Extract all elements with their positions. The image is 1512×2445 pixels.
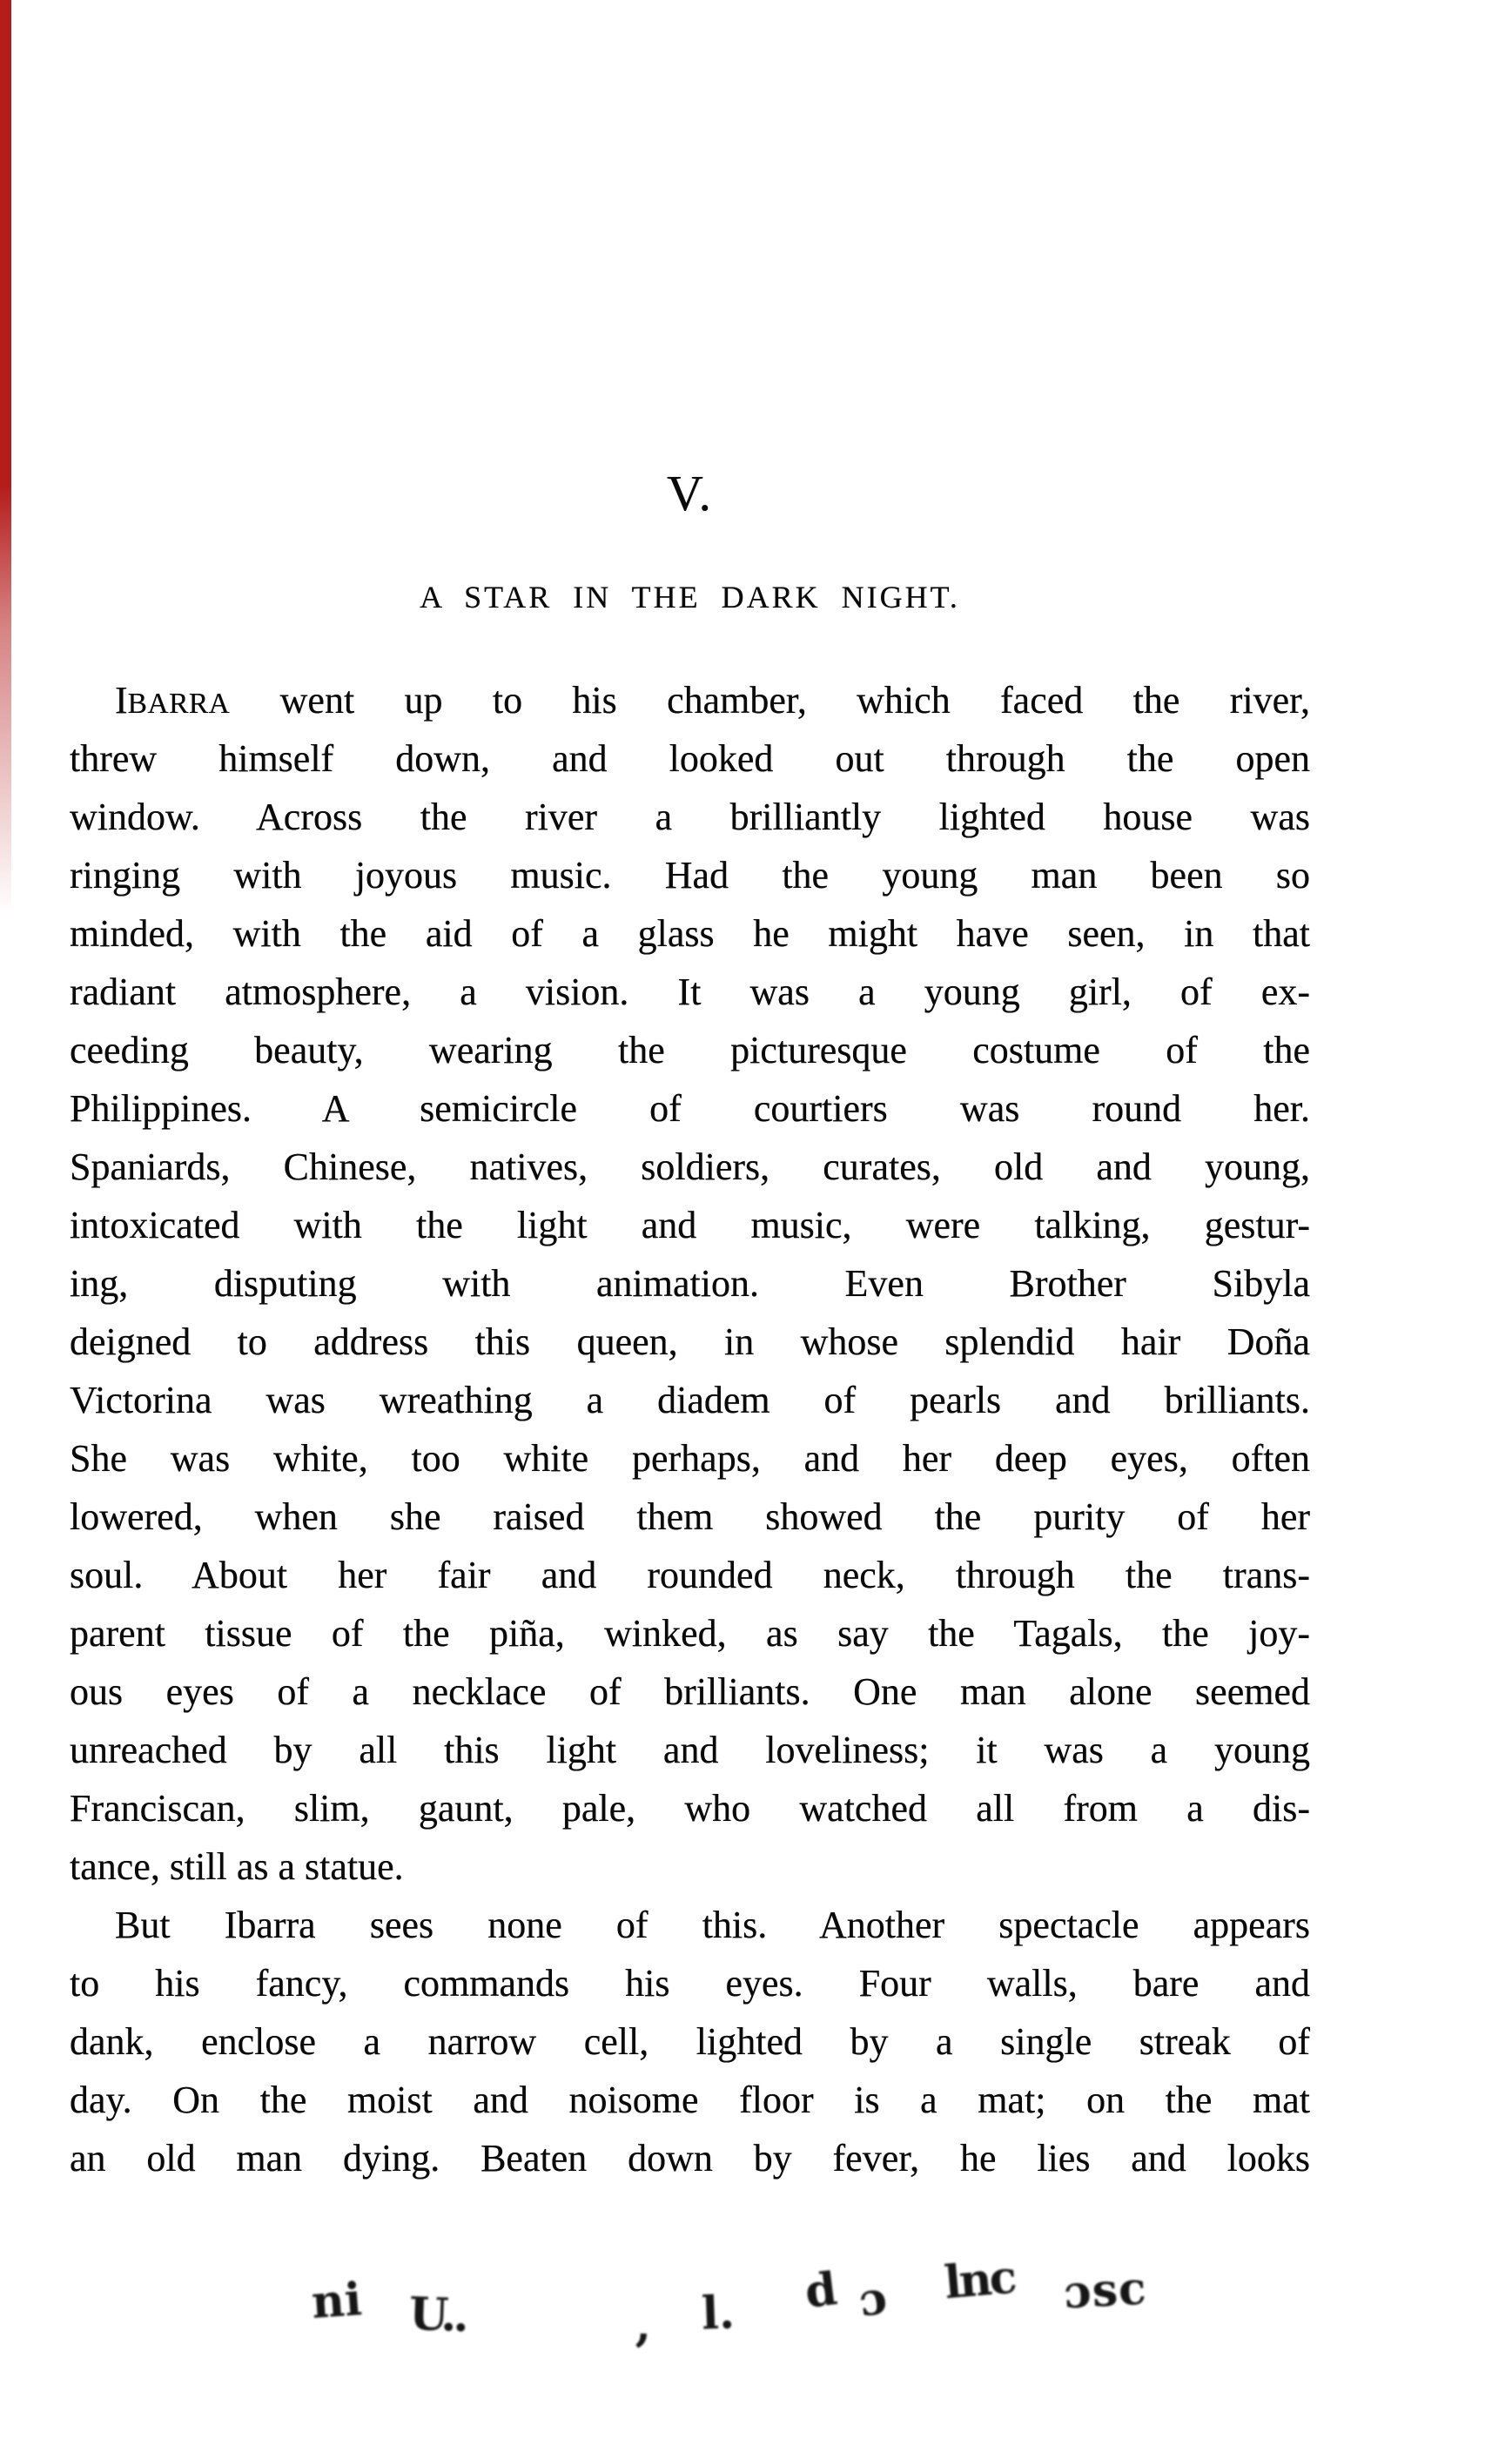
- text-line: threw himself down, and looked out through the open: [70, 737, 1310, 780]
- smudge-fragment: lnc: [942, 2250, 1017, 2310]
- smudge-fragment: ɔ: [855, 2270, 891, 2328]
- text-line: ous eyes of a necklace of brilliants. One man alone seemed: [70, 1670, 1310, 1713]
- body-text: [70, 671, 1310, 2187]
- text-line: lowered, when she raised them showed the purity of her: [70, 1495, 1310, 1538]
- text-line: Franciscan, slim, gaunt, pale, who watched all from a dis-: [70, 1787, 1310, 1830]
- text-line: Spaniards, Chinese, natives, soldiers, curates, old and young,: [70, 1145, 1310, 1188]
- smudge-fragment: ni: [309, 2273, 364, 2329]
- paragraph-lead: I: [115, 679, 128, 722]
- text-line: [70, 671, 1310, 729]
- smudge-fragment: d: [802, 2262, 840, 2319]
- text-line: deigned to address this queen, in whose splendid hair Doña: [70, 1320, 1310, 1363]
- text-line: ceeding beauty, wearing the picturesque costume of the: [70, 1029, 1310, 1071]
- text-line: minded, with the aid of a glass he might have seen, in that: [70, 912, 1310, 955]
- text-line: dank, enclose a narrow cell, lighted by a single streak of: [70, 2020, 1310, 2063]
- scan-edge-artifact: [0, 0, 11, 914]
- bottom-smudge: [0, 2250, 1512, 2359]
- text-line: tance, still as a statue.: [70, 1845, 404, 1888]
- text-line: radiant atmosphere, a vision. It was a young girl, of ex-: [70, 971, 1310, 1013]
- text-line: intoxicated with the light and music, were talking, gestur-: [70, 1204, 1310, 1246]
- text-line: But Ibarra sees none of this. Another spectacle appears: [115, 1904, 1310, 1946]
- smudge-fragment: ,: [635, 2298, 652, 2353]
- text-line: ringing with joyous music. Had the young man been so: [70, 854, 1310, 897]
- chapter-number: V.: [667, 465, 713, 521]
- text-line: parent tissue of the piña, winked, as say the Tagals, the joy-: [70, 1612, 1310, 1655]
- smudge-fragment: U..: [407, 2287, 467, 2343]
- text-line: unreached by all this light and loveliness; it was a young: [70, 1729, 1310, 1771]
- text-line-rest: went up to his chamber, which faced the river,: [230, 679, 1310, 722]
- text-line: day. On the moist and noisome floor is a mat; on the mat: [70, 2079, 1310, 2121]
- paragraph-lead-smallcaps: BARRA: [127, 688, 231, 720]
- text-line: She was white, too white perhaps, and her deep eyes, often: [70, 1437, 1310, 1480]
- text-line: Victorina was wreathing a diadem of pearls and brilliants.: [70, 1379, 1310, 1421]
- text-line: window. Across the river a brilliantly lighted house was: [70, 796, 1310, 838]
- text-line: soul. About her fair and rounded neck, through the trans-: [70, 1554, 1310, 1596]
- text-line: an old man dying. Beaten down by fever, he lies and looks: [70, 2137, 1310, 2180]
- smudge-fragment: l.: [700, 2286, 736, 2341]
- text-line: to his fancy, commands his eyes. Four walls, bare and: [70, 1962, 1310, 2005]
- text-line: ing, disputing with animation. Even Brother Sibyla: [70, 1262, 1310, 1305]
- chapter-title: A STAR IN THE DARK NIGHT.: [420, 580, 960, 615]
- smudge-fragment: ɔsc: [1062, 2261, 1149, 2320]
- text-line: Philippines. A semicircle of courtiers was round her.: [70, 1087, 1310, 1130]
